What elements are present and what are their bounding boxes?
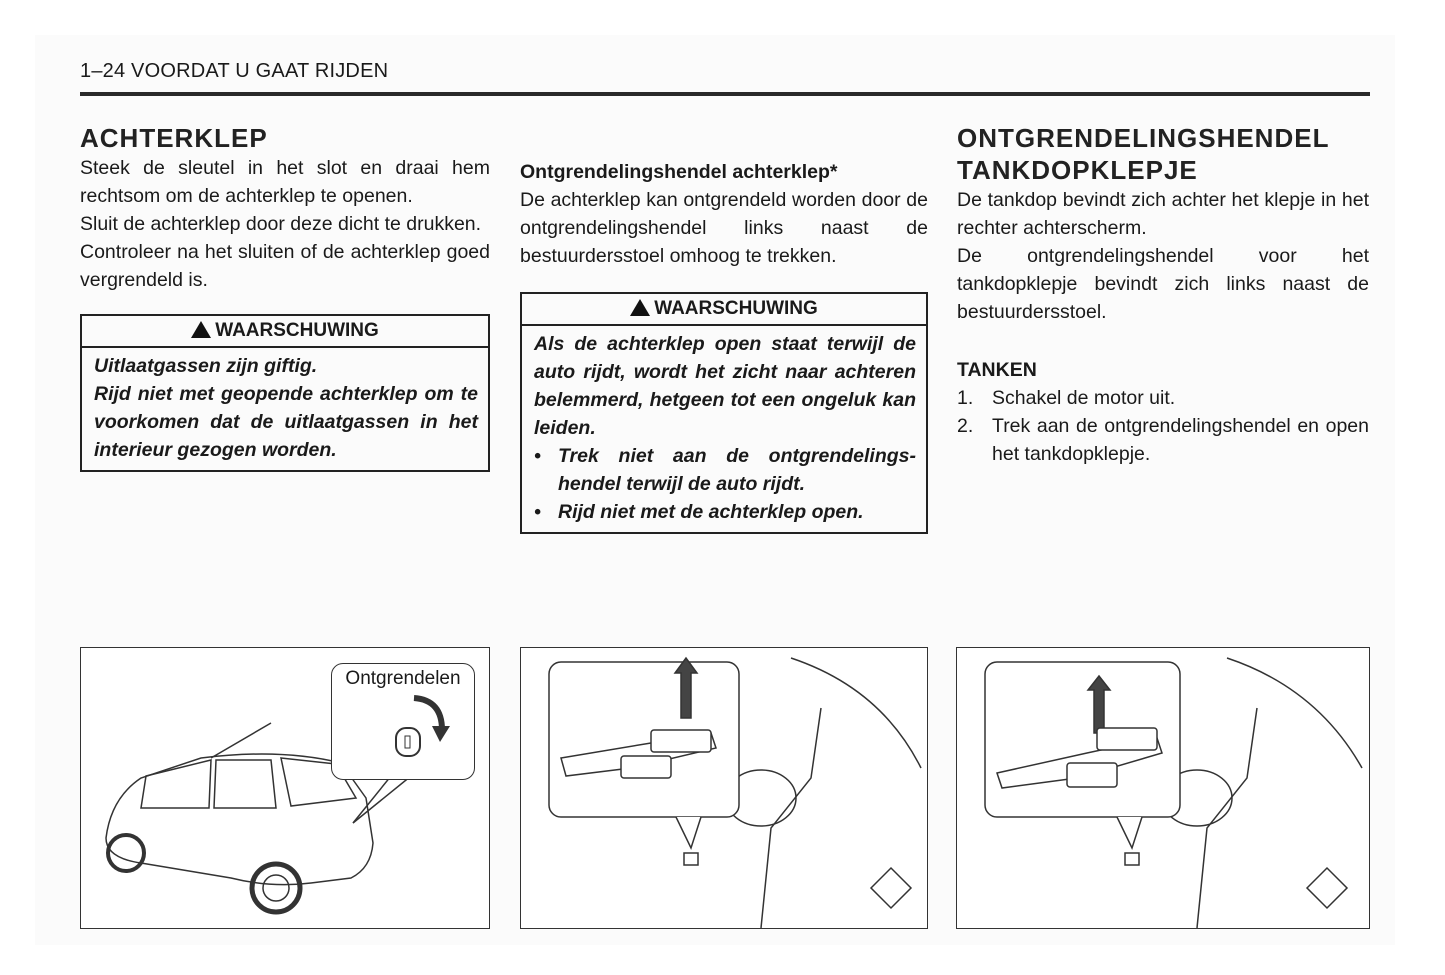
warning-line: Rijd niet met geopende achterklep om te voorkomen dat de uitlaatgassen in het interieur gezogen worden. xyxy=(94,383,478,461)
warning-triangle-icon xyxy=(191,321,211,338)
key-turn-icon xyxy=(332,690,474,805)
subheading-tanken: TANKEN xyxy=(957,359,1037,381)
column-hendel-achterklep xyxy=(520,158,928,534)
bullet-text: Trek niet aan de ontgrendelings-hendel terwijl de auto rijdt. xyxy=(558,445,916,495)
paragraph: Steek de sleutel in het slot en draai hem rechtsom om de achterklep te openen. xyxy=(80,157,490,207)
header-rule xyxy=(80,92,1370,96)
warning-title-text: WAARSCHUWING xyxy=(654,298,818,319)
column-tankdopklepje xyxy=(957,122,1369,468)
step-text: Schakel de motor uit. xyxy=(992,387,1176,409)
paragraph: Sluit de achterklep door deze dicht te drukken. xyxy=(80,213,482,235)
subheading: Ontgrendelingshendel achterklep* xyxy=(520,161,838,183)
unlock-callout xyxy=(331,663,475,780)
warning-box xyxy=(520,292,928,534)
warning-bullet: • Trek niet aan de ontgrendelings-hendel terwijl de auto rijdt. xyxy=(534,442,916,498)
lever-illustration xyxy=(521,648,927,928)
warning-text: Als de achterklep open staat terwijl de auto rijdt, wordt het zicht naar achteren belemmerd, hetgeen tot een ongeluk kan leiden. xyxy=(534,333,916,439)
figure-fuel-door-lever xyxy=(956,647,1370,929)
warning-title xyxy=(82,316,488,348)
steps-list xyxy=(957,384,1369,468)
warning-line: Uitlaatgassen zijn giftig. xyxy=(94,355,318,377)
lever-illustration xyxy=(957,648,1369,928)
warning-title-text: WAARSCHUWING xyxy=(215,320,379,341)
step-item xyxy=(957,412,1369,468)
figure-tailgate-lever xyxy=(520,647,928,929)
paragraph: Controleer na het sluiten of de achterklep goed vergrendeld is. xyxy=(80,241,490,291)
bullet-text: Rijd niet met de achterklep open. xyxy=(558,501,864,523)
warning-triangle-icon xyxy=(630,299,650,316)
page-header: 1–24 VOORDAT U GAAT RIJDEN xyxy=(80,60,389,82)
figure-car-tailgate xyxy=(80,647,490,929)
step-item xyxy=(957,384,1369,412)
column-achterklep xyxy=(80,122,490,472)
paragraph: De ontgrendelingshendel voor het tankdopklepje bevindt zich links naast de bestuurdersstoel. xyxy=(957,245,1369,323)
step-text: Trek aan de ontgrendelingshendel en open het tankdopklepje. xyxy=(992,415,1369,465)
section-heading: ACHTERKLEP xyxy=(80,123,268,153)
paragraph: De achterklep kan ontgrendeld worden door de ontgrendelingshendel links naast de bestuurdersstoel omhoog te trekken. xyxy=(520,189,928,267)
warning-box xyxy=(80,314,490,472)
section-heading-line2: TANKDOPKLEPJE xyxy=(957,155,1198,185)
paragraph: De tankdop bevindt zich achter het klepje in het rechter achterscherm. xyxy=(957,189,1369,239)
step-number: 1. xyxy=(957,387,974,409)
callout-label: Ontgrendelen xyxy=(345,668,461,689)
warning-bullet: • Rijd niet met de achterklep open. xyxy=(534,498,916,526)
warning-title xyxy=(522,294,926,326)
step-number: 2. xyxy=(957,415,974,437)
section-heading-line1: ONTGRENDELINGSHENDEL xyxy=(957,123,1330,153)
